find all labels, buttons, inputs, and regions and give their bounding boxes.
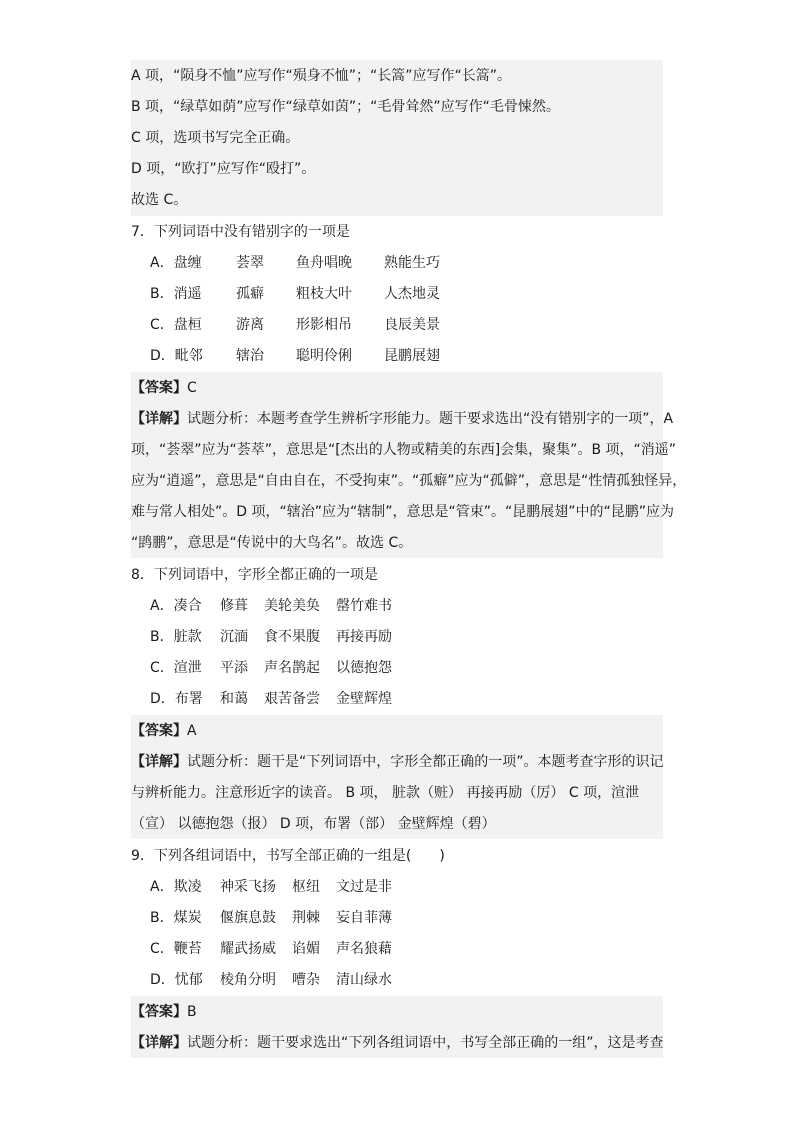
option-word: 罄竹难书 bbox=[336, 598, 392, 614]
option-word: 妄自菲薄 bbox=[336, 910, 392, 926]
question-7-option-c bbox=[150, 315, 440, 335]
option-word: 荆棘 bbox=[292, 910, 320, 926]
option-word: 嘈杂 bbox=[292, 972, 320, 988]
question-9-option-a bbox=[150, 877, 392, 897]
answer-7 bbox=[131, 378, 197, 398]
option-word: 声名鹊起 bbox=[264, 660, 320, 676]
option-word: 声名狼藉 bbox=[336, 941, 392, 957]
answer-value: B bbox=[187, 1004, 197, 1020]
detail-7-line: 难与常人相处”。D 项，“辖治”应为“辖制”，意思是“管束”。“昆鹏展翅”中的“昆鹏”应为 bbox=[131, 504, 675, 520]
question-7-option-b bbox=[150, 284, 440, 304]
question-7-option-d bbox=[150, 346, 440, 366]
option-word: 神采飞扬 bbox=[220, 879, 276, 895]
answer-value: C bbox=[187, 380, 197, 396]
option-word: 修葺 bbox=[220, 598, 248, 614]
explanation-line: 故选 C。 bbox=[131, 192, 188, 208]
option-word: D．忧郁 bbox=[150, 972, 203, 988]
answer-block-7 bbox=[131, 372, 663, 558]
option-word: A．盘缠 bbox=[150, 255, 202, 271]
option-word: D．布署 bbox=[150, 691, 203, 707]
explanation-line: A 项，“陨身不恤”应写作“殒身不恤”；“长篙”应写作“长篙”。 bbox=[131, 68, 512, 84]
option-word: 以德抱怨 bbox=[336, 660, 392, 676]
detail-9-line bbox=[131, 1033, 664, 1053]
explanation-line: D 项，“欧打”应写作“殴打”。 bbox=[131, 161, 316, 177]
option-word: A．凑合 bbox=[150, 598, 202, 614]
option-word: 耀武扬威 bbox=[220, 941, 276, 957]
detail-tag: 【详解】 bbox=[131, 411, 187, 427]
answer-9 bbox=[131, 1002, 197, 1022]
answer-tag: 【答案】 bbox=[131, 723, 187, 739]
question-8-stem: 8．下列词语中，字形全都正确的一项是 bbox=[131, 567, 378, 583]
option-word: 平添 bbox=[220, 660, 248, 676]
option-word: 游离 bbox=[236, 317, 264, 333]
option-word: D．毗邻 bbox=[150, 348, 203, 364]
option-word: 鱼舟唱晚 bbox=[296, 255, 352, 271]
option-word: A．欺凌 bbox=[150, 879, 202, 895]
answer-tag: 【答案】 bbox=[131, 1004, 187, 1020]
option-word: 金壁辉煌 bbox=[336, 691, 392, 707]
detail-text: 试题分析：本题考查学生辨析字形能力。题干要求选出“没有错别字的一项”，A bbox=[187, 411, 674, 427]
detail-text: 试题分析：题干要求选出“下列各组词语中，书写全部正确的一组”，这是考查 bbox=[187, 1035, 664, 1051]
option-word: 辖治 bbox=[236, 348, 264, 364]
option-word: 荟翠 bbox=[236, 255, 264, 271]
option-word: 粗枝大叶 bbox=[296, 286, 352, 302]
question-8-option-a bbox=[150, 596, 392, 616]
option-word: B．脏款 bbox=[150, 629, 202, 645]
question-8-option-c bbox=[150, 658, 392, 678]
option-word: B．消遥 bbox=[150, 286, 202, 302]
question-7-option-a bbox=[150, 253, 440, 273]
option-word: 艰苦备尝 bbox=[264, 691, 320, 707]
option-word: 枢纽 bbox=[292, 879, 320, 895]
option-word: C．盘桓 bbox=[150, 317, 202, 333]
detail-7-line bbox=[131, 409, 673, 429]
detail-7-line: “鹍鹏”，意思是“传说中的大鸟名”。故选 C。 bbox=[131, 535, 413, 551]
answer-value: A bbox=[187, 723, 197, 739]
detail-text: 试题分析：题干是“下列词语中，字形全都正确的一项”。本题考查字形的识记 bbox=[187, 754, 664, 770]
option-word: 熟能生巧 bbox=[384, 255, 440, 271]
detail-tag: 【详解】 bbox=[131, 1035, 187, 1051]
option-word: 文过是非 bbox=[336, 879, 392, 895]
option-word: C．鞭苔 bbox=[150, 941, 202, 957]
answer-8 bbox=[131, 721, 197, 741]
option-word: 孤癖 bbox=[236, 286, 264, 302]
detail-8-line: （宣） 以德抱怨（报） D 项，布署（部） 金壁辉煌（碧） bbox=[131, 816, 496, 832]
question-8-option-b bbox=[150, 627, 392, 647]
option-word: 清山绿水 bbox=[336, 972, 392, 988]
option-word: 食不果腹 bbox=[264, 629, 320, 645]
option-word: 聪明伶俐 bbox=[296, 348, 352, 364]
option-word: 昆鹏展翅 bbox=[384, 348, 440, 364]
option-word: B．煤炭 bbox=[150, 910, 202, 926]
question-7-stem: 7．下列词语中没有错别字的一项是 bbox=[131, 224, 350, 240]
option-word: 棱角分明 bbox=[220, 972, 276, 988]
option-word: 偃旗息鼓 bbox=[220, 910, 276, 926]
option-word: 和蔼 bbox=[220, 691, 248, 707]
question-8-option-d bbox=[150, 689, 392, 709]
question-9-stem: 9．下列各组词语中，书写全部正确的一组是( ) bbox=[131, 848, 445, 864]
detail-7-line: 应为“逍遥”，意思是“自由自在，不受拘束”。“孤癖”应为“孤僻”，意思是“性情孤独怪异， bbox=[131, 473, 687, 489]
option-word: 形影相吊 bbox=[296, 317, 352, 333]
question-9-option-c bbox=[150, 939, 392, 959]
option-word: 美轮美奂 bbox=[264, 598, 320, 614]
option-word: C．渲泄 bbox=[150, 660, 202, 676]
detail-8-line bbox=[131, 752, 664, 772]
explanation-line: C 项，选项书写完全正确。 bbox=[131, 130, 300, 146]
detail-tag: 【详解】 bbox=[131, 754, 187, 770]
explanation-line: B 项，“绿草如荫”应写作“绿草如茵”；“毛骨耸然”应写作“毛骨悚然。 bbox=[131, 99, 560, 115]
option-word: 谄媚 bbox=[292, 941, 320, 957]
option-word: 良辰美景 bbox=[384, 317, 440, 333]
option-word: 沉湎 bbox=[220, 629, 248, 645]
question-9-option-d bbox=[150, 970, 392, 990]
answer-tag: 【答案】 bbox=[131, 380, 187, 396]
detail-8-line: 与辨析能力。注意形近字的读音。 B 项， 脏款（赃） 再接再励（厉） C 项，渲泄 bbox=[131, 785, 640, 801]
option-word: 人杰地灵 bbox=[384, 286, 440, 302]
detail-7-line: 项，“荟翠”应为“荟萃”，意思是“[杰出的人物或精美的东西]会集，聚集”。B 项，“消遥” bbox=[131, 442, 676, 458]
question-9-option-b bbox=[150, 908, 392, 928]
option-word: 再接再励 bbox=[336, 629, 392, 645]
